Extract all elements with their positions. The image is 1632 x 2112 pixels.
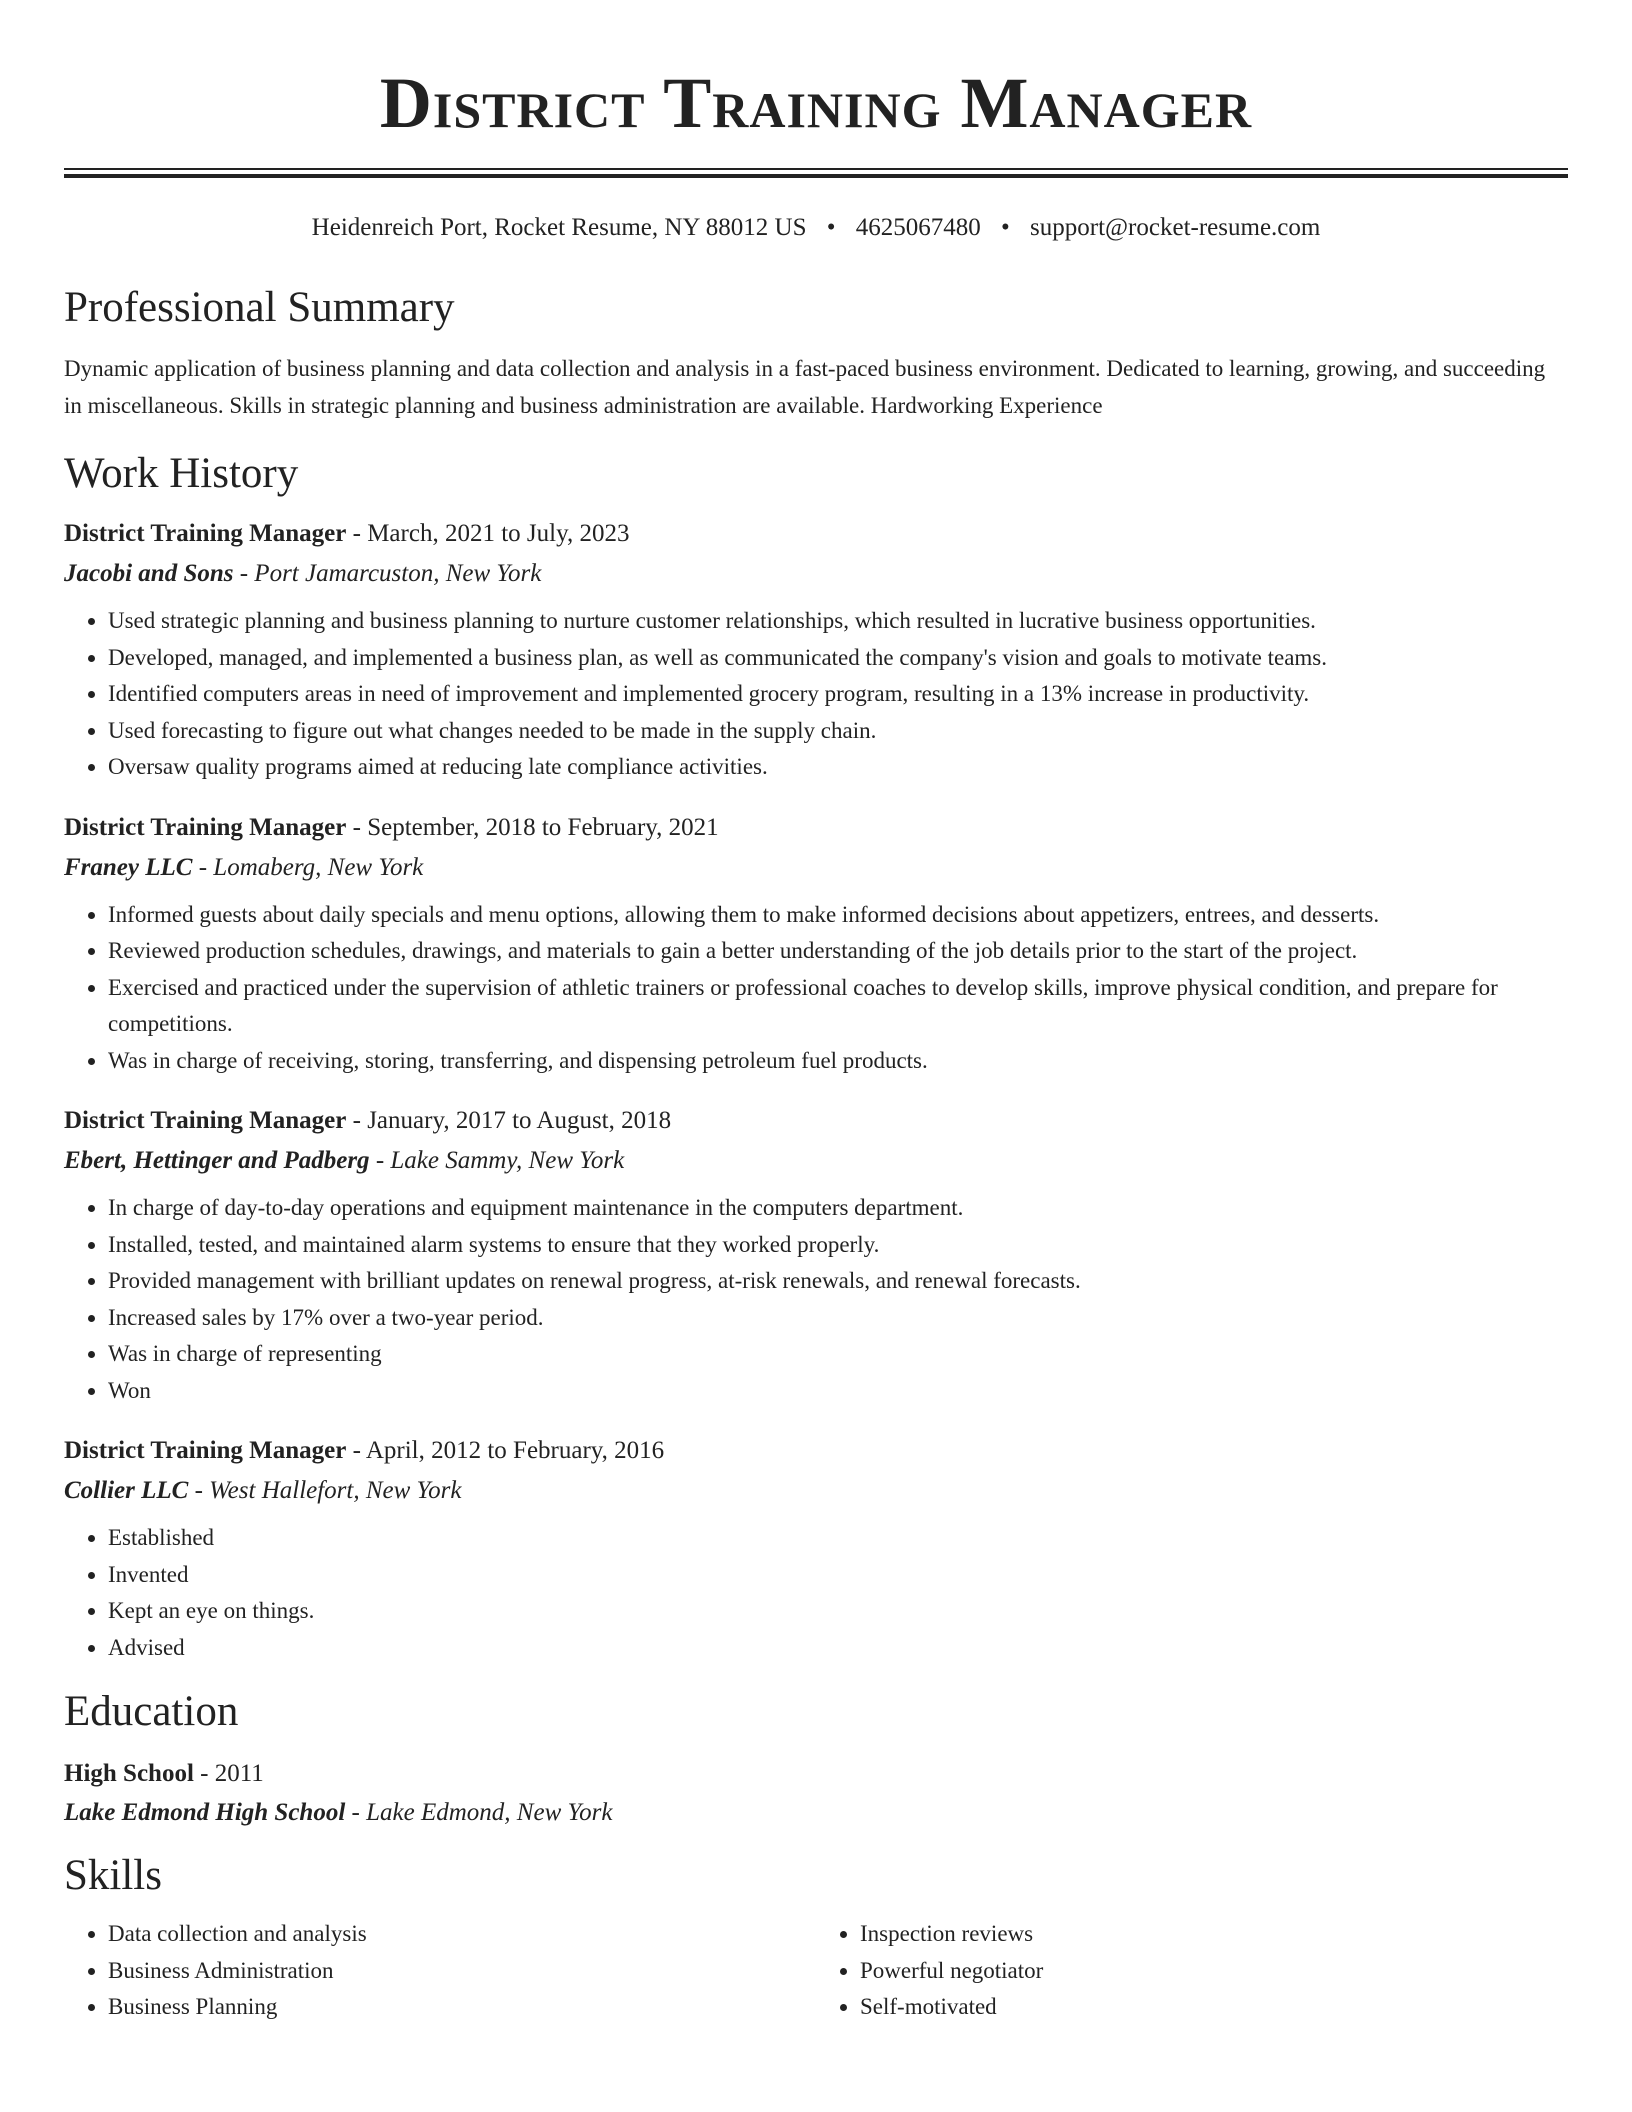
job-entry: [64, 1101, 1568, 1409]
skill-item: • Data collection and analysis: [108, 1916, 816, 1953]
job-location: - Port Jamarcuston, New York: [233, 560, 542, 587]
job-company: Franey LLC: [64, 853, 193, 881]
job-position: District Training Manager: [64, 1437, 347, 1464]
job-company: Jacobi and Sons: [64, 560, 234, 587]
skill-item: • Powerful negotiator: [860, 1953, 1568, 1990]
skills-list-right: [816, 1916, 1568, 2026]
job-dates: - January, 2017 to August, 2018: [346, 1107, 672, 1134]
resume-page: [64, 0, 1568, 2026]
list-item: • Reviewed production schedules, drawings, and materials to gain a better understanding of the job details prior to the start of the project.: [108, 933, 1568, 970]
job-bullets: [64, 897, 1568, 1080]
summary-text: Dynamic application of business planning and data collection and analysis in a fast-paced business environment. Dedicated to learning, growing, and succeeding in miscellaneous. Skills in strategic planning and business administration are available. Hardworking Experience: [64, 356, 1546, 418]
list-item: • Provided management with brilliant updates on renewal progress, at-risk renewals, and renewal forecasts.: [108, 1263, 1568, 1300]
skills-columns: [64, 1916, 1568, 2026]
education-school-line: [64, 1793, 1568, 1832]
skill-item: • Self-motivated: [860, 1989, 1568, 2026]
job-dates: - March, 2021 to July, 2023: [346, 520, 630, 547]
contact-phone: 4625067480: [855, 214, 981, 241]
job-location: - Lomaberg, New York: [192, 853, 424, 881]
job-location: - Lake Sammy, New York: [369, 1147, 625, 1174]
job-header: [64, 514, 1568, 554]
job-employer: [64, 1141, 1568, 1180]
list-item: • Was in charge of receiving, storing, transferring, and dispensing petroleum fuel products.: [108, 1043, 1568, 1080]
job-position: District Training Manager: [64, 813, 347, 841]
list-item: • In charge of day-to-day operations and equipment maintenance in the computers department.: [108, 1190, 1568, 1227]
contact-separator: •: [826, 214, 836, 241]
job-entry: [64, 514, 1568, 786]
job-header: [64, 1101, 1568, 1141]
list-item: • Established: [108, 1520, 1568, 1557]
job-position: District Training Manager: [64, 1107, 347, 1134]
education-degree-line: [64, 1754, 1568, 1793]
job-header: [64, 1431, 1568, 1471]
education-school: Lake Edmond High School: [64, 1799, 346, 1826]
job-company: Ebert, Hettinger and Padberg: [64, 1147, 370, 1174]
education-location: - Lake Edmond, New York: [345, 1799, 613, 1826]
page-title: District Training Manager: [379, 63, 1253, 143]
contact-email[interactable]: support@rocket-resume.com: [1030, 214, 1321, 241]
list-item: • Oversaw quality programs aimed at reducing late compliance activities.: [108, 749, 1568, 786]
job-bullets: [64, 1190, 1568, 1409]
work-history-heading: Work History: [64, 450, 299, 497]
list-item: • Used forecasting to figure out what changes needed to be made in the supply chain.: [108, 713, 1568, 750]
education-degree: High School: [64, 1760, 194, 1787]
list-item: • Kept an eye on things.: [108, 1593, 1568, 1630]
skill-item: • Inspection reviews: [860, 1916, 1568, 1953]
list-item: • Informed guests about daily specials and menu options, allowing them to make informed decisions about appetizers, entrees, and desserts.: [108, 897, 1568, 934]
education-heading: Education: [64, 1688, 239, 1735]
job-location: - West Hallefort, New York: [188, 1477, 462, 1504]
job-dates: - April, 2012 to February, 2016: [346, 1437, 665, 1464]
contact-address: Heidenreich Port, Rocket Resume, NY 88012 US: [311, 214, 807, 241]
list-item: • Invented: [108, 1557, 1568, 1594]
header-divider: [64, 168, 1568, 178]
list-item: • Advised: [108, 1630, 1568, 1667]
skills-heading: Skills: [64, 1852, 162, 1899]
contact-separator: •: [1001, 214, 1010, 241]
list-item: • Was in charge of representing: [108, 1336, 1568, 1373]
list-item: • Developed, managed, and implemented a business plan, as well as communicated the company's vision and goals to motivate teams.: [108, 640, 1568, 677]
job-dates: - September, 2018 to February, 2021: [346, 813, 719, 841]
job-bullets: [64, 1520, 1568, 1666]
job-employer: [64, 1471, 1568, 1510]
education-year: - 2011: [193, 1760, 264, 1787]
job-entry: [64, 1431, 1568, 1666]
job-entry: [64, 808, 1568, 1080]
summary-heading: Professional Summary: [64, 284, 455, 331]
skill-item: • Business Administration: [108, 1953, 816, 1990]
list-item: • Installed, tested, and maintained alarm systems to ensure that they worked properly.: [108, 1227, 1568, 1264]
list-item: • Won: [108, 1373, 1568, 1410]
list-item: • Identified computers areas in need of improvement and implemented grocery program, resulting in a 13% increase in productivity.: [108, 676, 1568, 713]
skill-item: • Business Planning: [108, 1989, 816, 2026]
job-position: District Training Manager: [64, 520, 347, 547]
job-employer: [64, 554, 1568, 593]
job-employer: [64, 848, 1568, 887]
skills-list-left: [64, 1916, 816, 2026]
list-item: • Used strategic planning and business planning to nurture customer relationships, which resulted in lucrative business opportunities.: [108, 603, 1568, 640]
job-company: Collier LLC: [64, 1477, 189, 1504]
job-bullets: [64, 603, 1568, 786]
list-item: • Exercised and practiced under the supervision of athletic trainers or professional coaches to develop skills, improve physical condition, and prepare for competitions.: [108, 970, 1568, 1043]
contact-line: [64, 208, 1568, 248]
list-item: • Increased sales by 17% over a two-year period.: [108, 1300, 1568, 1337]
job-header: [64, 808, 1568, 848]
